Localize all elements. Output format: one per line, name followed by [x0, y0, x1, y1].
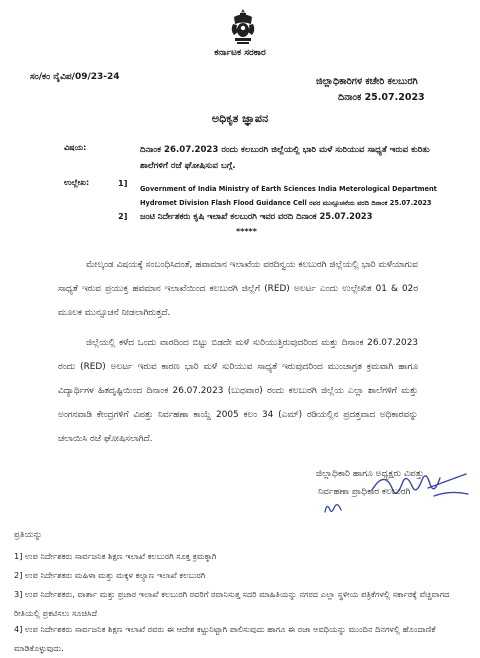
copy-recipient: 2] ಉಪ ನಿರ್ದೇಶಕರು ಮಹಿಳಾ ಮತ್ತು ಮಕ್ಕಳ ಕಲ್ಯಾಣ ಇಲಾಖೆ ಕಲಬುರಗಿ: [14, 570, 206, 580]
government-name: ಕರ್ನಾಟಕ ಸರಕಾರ: [214, 48, 266, 58]
body-paragraph-2: ಜಿಲ್ಲೆಯಲ್ಲಿ ಕಳೆದ ಒಂದು ವಾರದಿಂದ ಬಿಟ್ಟು ಬಿಡದೇ ಮಳೆ ಸುರಿಯುತ್ತಿರುವುದರಿಂದ ಮತ್ತು ದಿನಾಂಕ 26.07.2023 ರಂದು (RED) ಅಲರ್ಟ ಇರುವ ಕಾರಣ ಭಾರಿ ಮಳೆ ಸುರಿಯುವ ಸಾಧ್ಯತೆ ಇರುವುದರಿಂದ ಮುಂಜಾಗ್ರತ ಕ್ರಮವಾಗಿ ಹಾಗೂ ವಿದ್ಯಾರ್ಥಿಗಳ ಹಿತದೃಷ್ಟಿಯಿಂದ ದಿನಾಂಕ 26.07.2023 (ಬುಧವಾರ) ರಂದು ಕಲಬುರಗಿ ಜಿಲ್ಲೆಯ ಎಲ್ಲಾ ಶಾಲೆಗಳಿಗೆ ಮತ್ತು ಅಂಗನವಾಡಿ ಕೇಂದ್ರಗಳಿಗೆ ವಿಪತ್ತು ನಿರ್ವಹಣಾ ಕಾಯ್ದೆ 2005 ಕಲಂ 34 (ಎಮ್) ರಡಿಯಲ್ಲಿನ ಪ್ರದತ್ತವಾದ ಅಧಿಕಾರವನ್ನು ಚಲಾಯಿಸಿ ರಜೆ ಘೋಷಿಸಲಾಗಿದೆ.: [58, 338, 418, 444]
signatory-designation-line-1: ಜಿಲ್ಲಾಧಿಕಾರಿ ಹಾಗೂ ಅಧ್ಯಕ್ಷರು ವಿಪತ್ತು: [316, 469, 424, 479]
copy-recipient: 4] ಉಪ ನಿರ್ದೇಶಕರು ಸಾರ್ವಜನಿಕ ಶಿಕ್ಷಣ ಇಲಾಖೆ ರವರು ಈ ಆದೇಶ ಕಟ್ಟುನಿಟ್ಟಾಗಿ ಪಾಲಿಸುವುದು ಹಾಗೂ ಈ ರಜಾ ಅವಧಿಯನ್ನು ಮುಂದಿನ ದಿನಗಳಲ್ಲಿ ಹೊಂದಾಣಿಕೆ ಮಾಡಿಕೊಳ್ಳುವುದು.: [14, 624, 436, 653]
references-label: ಉಲ್ಲೇಖ:: [64, 178, 90, 187]
signatory-designation-line-2: ನಿರ್ವಹಣಾ ಪ್ರಾಧಿಕಾರ ಕಲಬುರಗಿ: [318, 487, 411, 497]
karnataka-emblem-icon: [230, 8, 256, 46]
reference-1-text: Government of India Ministry of Earth Sciences India Meterological Department Hydromet Division Flash Flood Guidance Cell ರವರ ಮುನ್ಸೂಚನೆಯ ವರದಿ ದಿನಾಂಕ 25.07.2023: [140, 185, 437, 207]
office-name: ಜಿಲ್ಲಾಧಿಕಾರಿಗಳ ಕಚೇರಿ ಕಲಬುರಗಿ: [316, 76, 418, 87]
copy-recipient: 3] ಉಪ ನಿರ್ದೇಶಕರು, ವಾರ್ತಾ ಮತ್ತು ಪ್ರಚಾರ ಇಲಾಖೆ ಕಲಬುರಗಿ ರವರಿಗೆ ರವಾನಿಸುತ್ತ ಸದರಿ ಮಾಹಿತಿಯನ್ನು ನಗರದ ಎಲ್ಲಾ ಸ್ಥಳೀಯ ಪತ್ರಿಕೆಗಳಲ್ಲಿ ಸರ್ಕಾರಕ್ಕೆ ವೆಚ್ಚವಾಗದ ರೀತಿಯಲ್ಲಿ ಪ್ರಕಟಿಸಲು ಸೂಚಿಸಿದೆ: [14, 589, 450, 618]
initials-scribble: [322, 500, 344, 516]
reference-number: ಸಂ/ಕಂ ನೈವಿಪ/09/23-24: [30, 72, 120, 82]
subject-text: ದಿನಾಂಕ 26.07.2023 ರಂದು ಕಲಬುರಗಿ ಜಿಲ್ಲೆಯಲ್ಲಿ ಭಾರಿ ಮಳೆ ಸುರಿಯುವ ಸಾಧ್ಯತೆ ಇರುವ ಕುರಿತು ಶಾಲೆಗಳಿಗೆ ರಜೆ ಘೋಷಿಸುವ ಬಗ್ಗೆ.: [140, 145, 430, 171]
body-paragraph-1: ಮೇಲ್ಕಂಡ ವಿಷಯಕ್ಕೆ ಸಂಬಂಧಿಸಿದಂತೆ, ಹವಾಮಾನ ಇಲಾಖೆಯ ವರದಿನ್ವಯ ಕಲಬುರಗಿ ಜಿಲ್ಲೆಯಲ್ಲಿ ಭಾರಿ ಮಳೆಯಾಗುವ ಸಾಧ್ಯತೆ ಇರುವ ಪ್ರಯುಕ್ತ ಹವಮಾನ ಇಲಾಖೆಯಿಂದ ಕಲಬುರಗಿ ಜಿಲ್ಲೆಗೆ (RED) ಅಲರ್ಟ ಎಂದು ಉಲ್ಲೇಖಿತ 01 & 02ರ ಮೂಲಕ ಮುನ್ಸೂಚನೆ ನೀಡಲಾಗಿರುತ್ತದೆ.: [58, 260, 418, 318]
reference-2-text: ಜಂಟಿ ನಿರ್ದೇಶಕರು ಕೃಷಿ ಇಲಾಖೆ ಕಲಬುರಗಿ ಇವರ ವರದಿ ದಿನಾಂಕ 25.07.2023: [140, 211, 373, 221]
subject-label: ವಿಷಯ:: [64, 143, 87, 152]
reference-2-number: 2]: [118, 211, 128, 221]
issue-date: ದಿನಾಂಕ 25.07.2023: [338, 92, 425, 103]
reference-1-number: 1]: [118, 178, 128, 188]
copies-label: ಪ್ರತಿಯನ್ನು: [14, 530, 43, 540]
document-title: ಅಧಿಕೃತ ಜ್ಞಾಪನ: [211, 112, 269, 125]
separator-stars: *****: [236, 227, 257, 236]
copy-recipient: 1] ಉಪ ನಿರ್ದೇಶಕರು ಸಾರ್ವಜನಿಕ ಶಿಕ್ಷಣ ಇಲಾಖೆ ಕಲಬುರಗಿ ಸೂಕ್ತ ಕ್ರಮಕ್ಕಾಗಿ: [14, 551, 217, 561]
